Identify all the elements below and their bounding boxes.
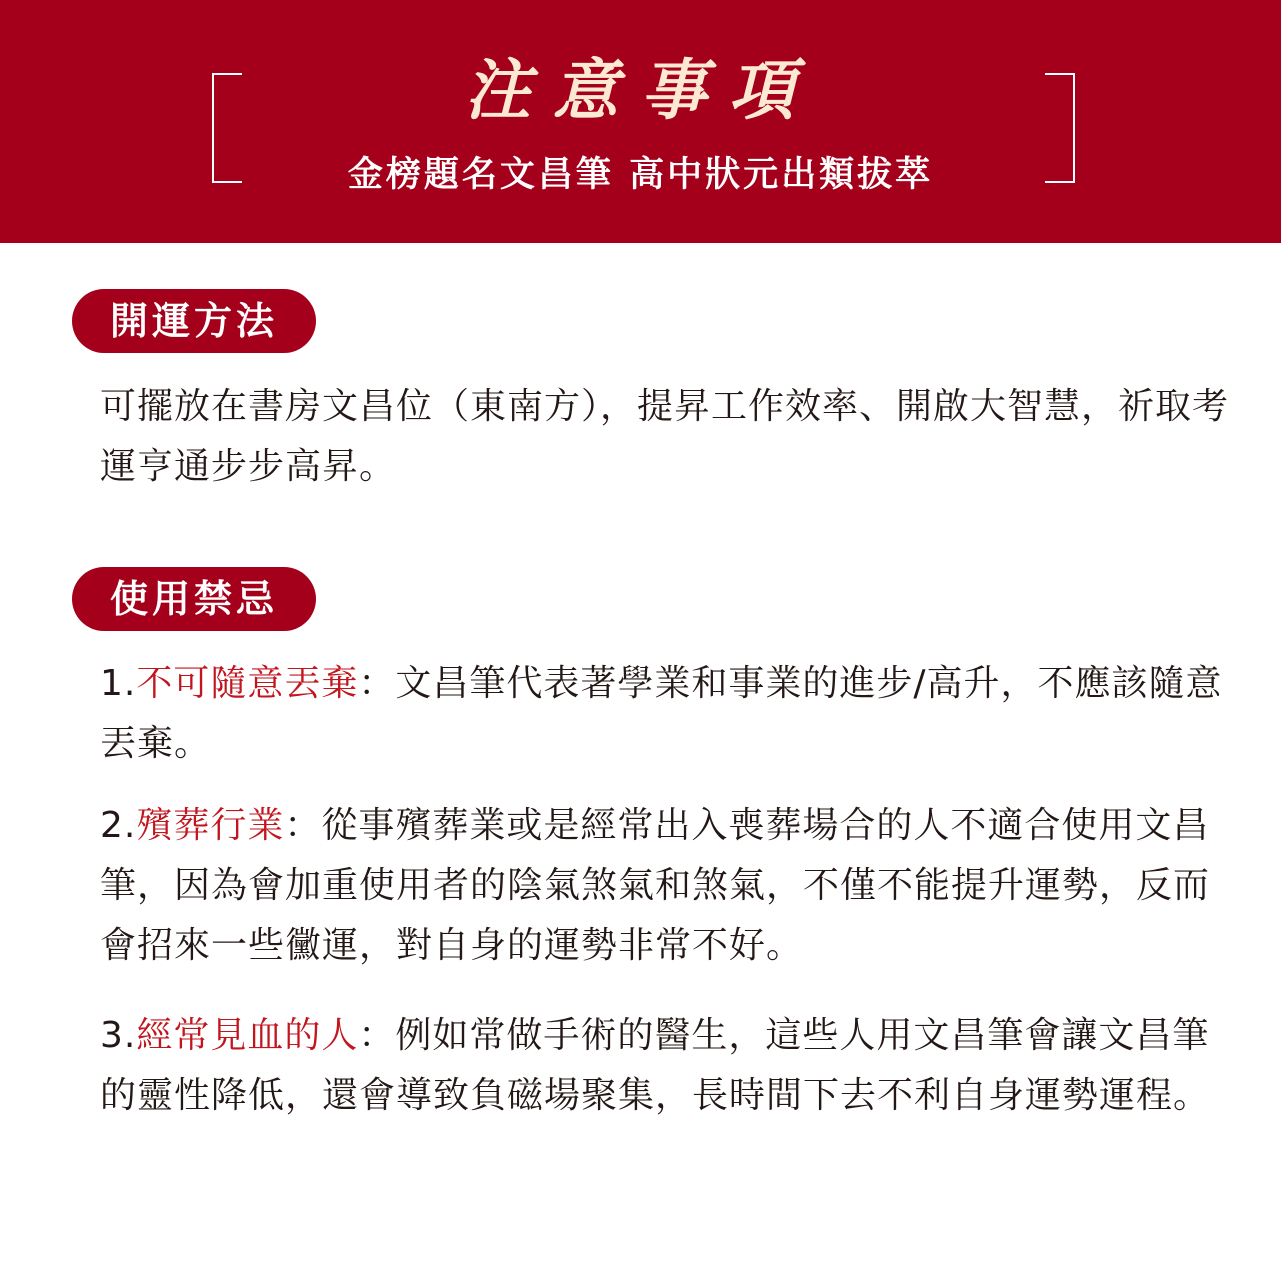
taboo-body: ：文昌筆代表著學業和事業的進步/高升，不應該隨意丟棄。 [100, 663, 1223, 764]
fortune-method-paragraph [100, 377, 1230, 497]
page-subtitle: 金榜題名文昌筆 高中狀元出類拔萃 [347, 155, 934, 195]
paragraph-body: 可擺放在書房文昌位（東南方），提昇工作效率、開啟大智慧，祈取考運亨通步步高昇。 [100, 386, 1230, 487]
taboo-highlight: 不可隨意丟棄 [136, 663, 359, 704]
taboo-number: 2. [100, 805, 137, 846]
taboo-number: 1. [100, 663, 137, 704]
taboo-body: ：例如常做手術的醫生，這些人用文昌筆會讓文昌筆的靈性降低，還會導致負磁場聚集，長時間下去不利自身運勢運程。 [100, 1015, 1211, 1116]
taboo-highlight: 殯葬行業 [136, 805, 285, 846]
taboo-body: ：從事殯葬業或是經常出入喪葬場合的人不適合使用文昌筆，因為會加重使用者的陰氣煞氣和煞氣，不僅不能提升運勢，反而會招來一些黴運，對自身的運勢非常不好。 [100, 805, 1211, 966]
taboo-highlight: 經常見血的人 [136, 1015, 359, 1056]
taboo-item-1 [100, 654, 1230, 774]
page-title: 注意事項 [464, 51, 817, 129]
taboo-item-2 [100, 796, 1230, 976]
taboo-item-3 [100, 1006, 1230, 1126]
taboo-number: 3. [100, 1015, 137, 1056]
section-label-fortune-method: 開運方法 [72, 289, 316, 353]
section-label-taboos: 使用禁忌 [72, 567, 316, 631]
header-banner [0, 0, 1281, 243]
